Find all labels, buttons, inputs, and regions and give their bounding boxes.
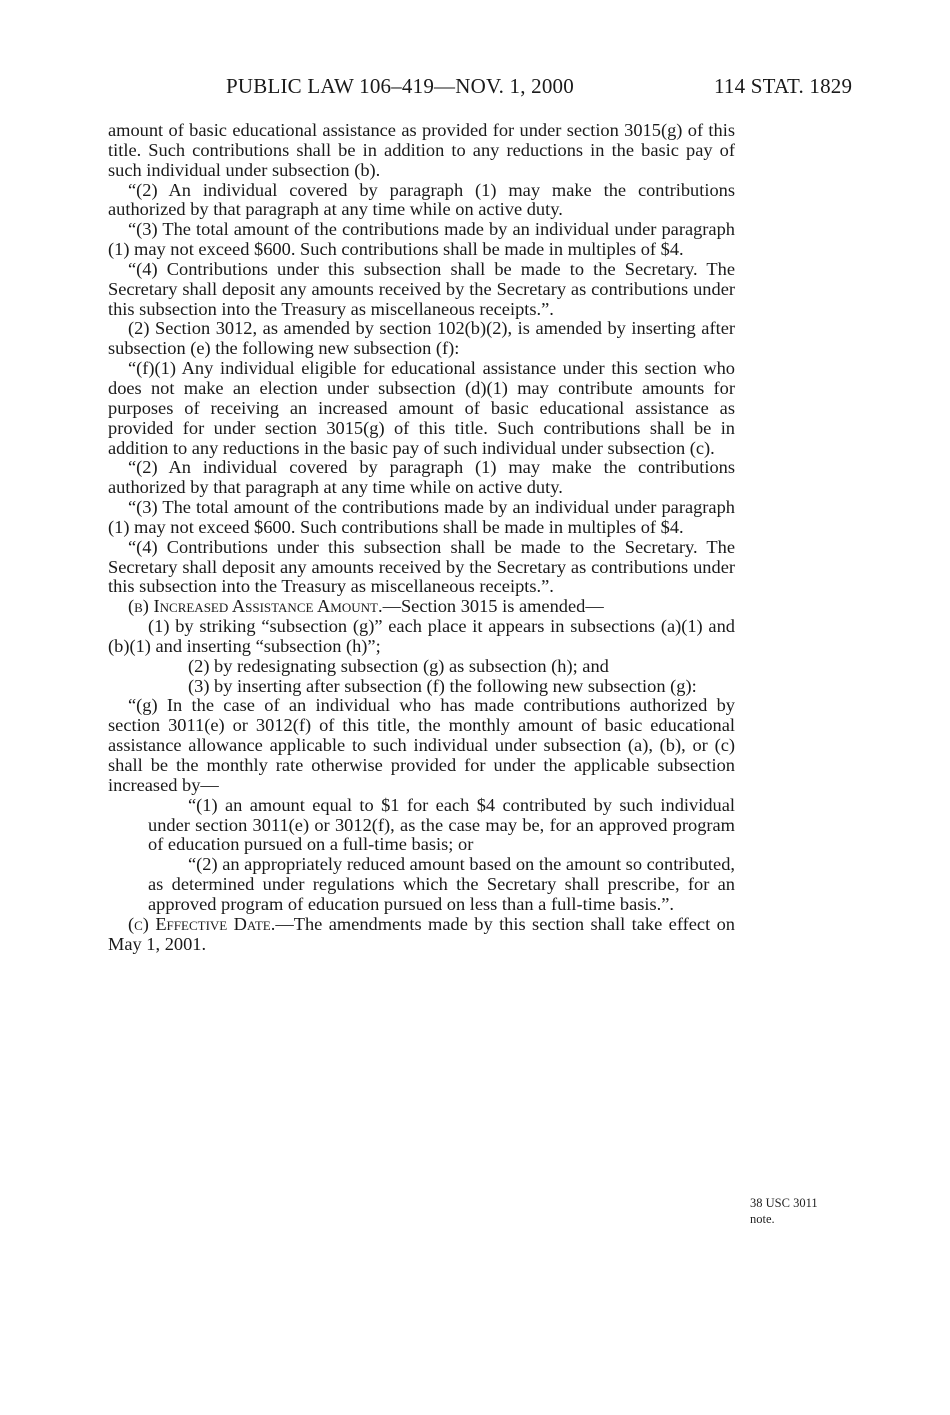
- paragraph-f4: “(4) Contributions under this subsection shall be made to the Secretary. The Secretary shall deposit any amounts received by the Secretary as contributions under this subsection into the Treasury as miscellaneous receipts.”.: [108, 536, 735, 597]
- heading-effective-date: (c) Effective Date.: [128, 913, 276, 934]
- paragraph-f2: “(2) An individual covered by paragraph (1) may make the contributions authorized by that paragraph at any time while on active duty.: [108, 457, 735, 498]
- paragraph-section-3012: (2) Section 3012, as amended by section 102(b)(2), is amended by inserting after subsection (e) the following new subsection (f):: [108, 318, 735, 359]
- clause-b3: (3) by inserting after subsection (f) the following new subsection (g):: [188, 675, 697, 696]
- stat-page-number: 114 STAT. 1829: [714, 74, 853, 98]
- margin-note-line-2: note.: [750, 1212, 775, 1226]
- paragraph-c-effective-date: (c) Effective Date.—The amendments made by this section shall take effect on May 1, 2001.: [108, 913, 735, 954]
- clause-b1: (1) by striking “subsection (g)” each place it appears in subsections (a)(1) and (b)(1) and inserting “subsection (h)”;: [108, 616, 735, 656]
- clause-g1: “(1) an amount equal to $1 for each $4 contributed by such individual under section 3011(e) or 3012(f), as the case may be, for an approved program of education pursued on a full-time basis; or: [148, 794, 735, 855]
- paragraph-4: “(4) Contributions under this subsection shall be made to the Secretary. The Secretary shall deposit any amounts received by the Secretary as contributions under this subsection into the Treasury as miscellaneous receipts.”.: [108, 258, 735, 319]
- clause-b2: (2) by redesignating subsection (g) as subsection (h); and: [188, 655, 609, 676]
- paragraph-f1: “(f)(1) Any individual eligible for educational assistance under this section who does not make an election under subsection (d)(1) may contribute amounts for purposes of receiving an increased amount of basic educational assistance as provided for under section 3015(g) of this title. Such contributions shall be in addition to any reductions in the basic pay of such individual under subsection (c).: [108, 358, 735, 458]
- statute-body: [108, 121, 735, 954]
- paragraph-continuation: amount of basic educational assistance as provided for under section 3015(g) of this title. Such contributions shall be in addition to any reductions in the basic pay of such individual under subsection (b).: [108, 120, 735, 180]
- paragraph-b-increased-assistance: (b) Increased Assistance Amount.—Section 3015 is amended—: [128, 596, 604, 617]
- heading-increased-assistance: (b) Increased Assistance Amount.: [128, 596, 383, 617]
- paragraph-f3: “(3) The total amount of the contributions made by an individual under paragraph (1) may not exceed $600. Such contributions shall be made in multiples of $4.: [108, 497, 735, 537]
- margin-citation-note: [750, 1195, 860, 1227]
- page-header: [0, 74, 950, 104]
- margin-note-line-1: 38 USC 3011: [750, 1196, 818, 1210]
- paragraph-3: “(3) The total amount of the contributions made by an individual under paragraph (1) may not exceed $600. Such contributions shall be made in multiples of $4.: [108, 219, 735, 260]
- paragraph-g: “(g) In the case of an individual who has made contributions authorized by section 3011(e) or 3012(f) of this title, the monthly amount of basic educational assistance allowance applicable to such individual under subsection (a), (b), or (c) shall be the monthly rate otherwise provided for under the applicable subsection increased by—: [108, 695, 735, 795]
- paragraph-2: “(2) An individual covered by paragraph (1) may make the contributions authorized by that paragraph at any time while on active duty.: [108, 179, 735, 220]
- clause-g2: “(2) an appropriately reduced amount based on the amount so contributed, as determined under regulations which the Secretary shall prescribe, for an approved program of education pursued on less than a full-time basis.”.: [148, 854, 735, 914]
- running-title: PUBLIC LAW 106–419—NOV. 1, 2000: [226, 74, 574, 98]
